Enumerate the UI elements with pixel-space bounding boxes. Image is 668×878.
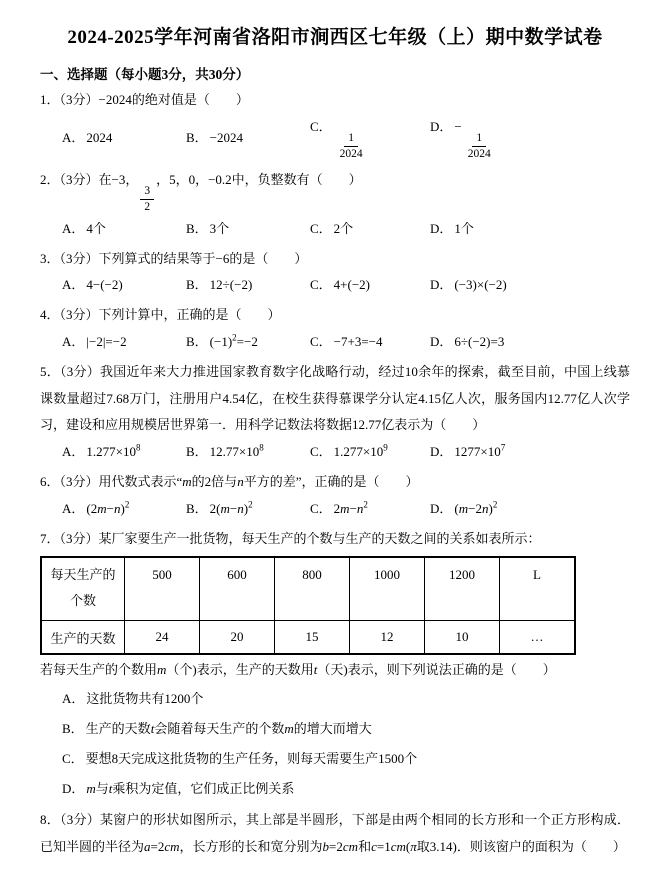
table-value-cell: 12 bbox=[350, 621, 425, 655]
option-label: B． bbox=[186, 443, 208, 459]
options-grid bbox=[62, 216, 630, 242]
math-variable: m bbox=[86, 780, 96, 796]
question-stem: 1．（3分）−2024的绝对值是（ ） bbox=[40, 92, 249, 107]
option-text bbox=[334, 119, 369, 161]
option-text: $1.277\times 10^8$ bbox=[86, 442, 141, 459]
math-variable: m bbox=[157, 662, 167, 678]
fraction bbox=[140, 184, 154, 216]
math-variable: cm bbox=[342, 839, 359, 855]
option-label: A． bbox=[62, 130, 85, 146]
option-text: $(2m-n)^2$ bbox=[86, 499, 130, 516]
question-stem: 7．（3分）某厂家要生产一批货物，每天生产的个数与生产的天数之间的关系如表所示： bbox=[40, 530, 541, 546]
superscript: 2 bbox=[492, 499, 498, 510]
question-5 bbox=[40, 359, 630, 465]
option-B bbox=[186, 439, 310, 465]
option-label: D． bbox=[62, 780, 85, 796]
option-C bbox=[310, 216, 430, 242]
option-label: A． bbox=[62, 443, 85, 459]
option-text: $(m-2n)^2$ bbox=[454, 499, 498, 516]
math-variable: cm bbox=[164, 839, 180, 855]
option-label: C． bbox=[310, 500, 332, 516]
option-text: 4+(−2) bbox=[333, 277, 370, 293]
table-row bbox=[41, 621, 575, 655]
after-table-text: 若每天生产的个数用m（个)表示，生产的天数用t（天)表示，则下列说法正确的是（ ） bbox=[40, 662, 556, 678]
option-label: B． bbox=[186, 220, 208, 236]
question-stem: 6．（3分）用代数式表示“m的2倍与n平方的差”，正确的是（ ） bbox=[40, 473, 419, 489]
fraction bbox=[336, 131, 367, 163]
option-label: A． bbox=[62, 220, 85, 236]
option-label: A． bbox=[62, 500, 85, 516]
superscript: 2 bbox=[363, 499, 368, 510]
option-label: D． bbox=[430, 118, 453, 134]
option-label: B． bbox=[62, 720, 84, 736]
option-text: 生产的天数t会随着每天生产的个数m的增大而增大 bbox=[85, 720, 372, 736]
option-label: B． bbox=[186, 277, 208, 293]
fraction-numerator: 1 bbox=[472, 131, 486, 148]
option-text: $1.277\times 10^9$ bbox=[333, 442, 388, 459]
math-variable: n bbox=[113, 500, 121, 516]
option-text: $(-1)^2=-2$ bbox=[209, 332, 258, 349]
option-B bbox=[186, 125, 310, 151]
superscript: 2 bbox=[232, 332, 237, 343]
option-text: 2024 bbox=[86, 130, 113, 146]
math-variable: m bbox=[340, 500, 350, 516]
option-D bbox=[430, 496, 630, 522]
options-grid bbox=[62, 439, 630, 465]
table-value-cell: 10 bbox=[425, 621, 500, 655]
table-header-cell: 每天生产的个数 bbox=[41, 557, 125, 621]
table-value-cell: 20 bbox=[200, 621, 275, 655]
math-variable: a bbox=[144, 839, 151, 855]
option-D bbox=[430, 272, 630, 298]
option-text: 12÷(−2) bbox=[209, 277, 253, 293]
option-text: 2个 bbox=[333, 220, 354, 236]
math-variable: m bbox=[97, 500, 107, 516]
math-variable: m bbox=[220, 500, 230, 516]
option-label: D． bbox=[430, 500, 453, 516]
table-header-cell: 生产的天数 bbox=[41, 621, 125, 655]
option-label: C． bbox=[310, 443, 332, 459]
fraction-numerator: 3 bbox=[140, 184, 154, 201]
option-label: D． bbox=[430, 443, 453, 459]
table-value-cell: 1000 bbox=[350, 557, 425, 621]
option-text: 6÷(−2)=3 bbox=[454, 333, 505, 349]
option-text: 1个 bbox=[454, 220, 474, 236]
superscript: 7 bbox=[500, 442, 506, 453]
option-label: B． bbox=[186, 333, 208, 349]
option-B bbox=[186, 329, 310, 355]
table-value-cell: 600 bbox=[200, 557, 275, 621]
options-list bbox=[62, 684, 630, 804]
option-label: D． bbox=[430, 220, 453, 236]
option-text: 3个 bbox=[209, 220, 230, 236]
option-text: |−2|=−2 bbox=[86, 333, 127, 349]
math-variable: t bbox=[108, 780, 113, 796]
table-value-cell: 24 bbox=[125, 621, 200, 655]
question-6 bbox=[40, 469, 630, 522]
option-text: (−3)×(−2) bbox=[454, 277, 507, 293]
fraction-denominator: 2024 bbox=[339, 148, 363, 161]
table-value-cell: … bbox=[500, 621, 576, 655]
page-title: 2024-2025学年河南省洛阳市涧西区七年级（上）期中数学试卷 bbox=[67, 27, 603, 48]
fraction bbox=[464, 131, 495, 163]
option-C bbox=[310, 496, 430, 522]
option-text: 要想8天完成这批货物的生产任务，则每天需要生产1500个 bbox=[85, 750, 418, 766]
option-B bbox=[62, 714, 630, 744]
fraction-denominator: 2024 bbox=[467, 148, 491, 161]
question-7 bbox=[40, 526, 630, 804]
option-A bbox=[62, 125, 186, 151]
section-heading: 一、选择题（每小题3分，共30分） bbox=[40, 67, 250, 82]
questions-container bbox=[40, 87, 630, 861]
option-C bbox=[62, 744, 630, 774]
math-variable: t bbox=[150, 720, 155, 736]
option-D bbox=[62, 774, 630, 804]
option-D bbox=[430, 216, 630, 242]
table-value-cell: 800 bbox=[275, 557, 350, 621]
math-variable: m bbox=[284, 720, 294, 736]
option-label: A． bbox=[62, 690, 85, 706]
math-variable: c bbox=[371, 839, 377, 855]
table-value-cell: 15 bbox=[275, 621, 350, 655]
option-label: D． bbox=[430, 277, 453, 293]
options-grid bbox=[62, 272, 630, 298]
option-label: A． bbox=[62, 277, 85, 293]
superscript: 2 bbox=[248, 499, 253, 510]
option-A bbox=[62, 684, 630, 714]
math-variable: b bbox=[322, 839, 330, 855]
option-C bbox=[310, 439, 430, 465]
option-D bbox=[430, 114, 630, 163]
math-variable: m bbox=[182, 473, 192, 489]
option-label: B． bbox=[186, 130, 208, 146]
option-A bbox=[62, 272, 186, 298]
question-stem: 8．（3分）某窗户的形状如图所示，其上部是半圆形，下部是由两个相同的长方形和一个正方形构成．已知半圆的半径为a=2cm，长方形的长和宽分别为b=2cm和c=1cm(π取3.14)．则该窗户的面积为（ ） bbox=[40, 812, 630, 855]
option-A bbox=[62, 216, 186, 242]
superscript: 8 bbox=[135, 442, 141, 453]
math-variable: n bbox=[356, 500, 364, 516]
table-row bbox=[41, 557, 575, 621]
superscript: 2 bbox=[124, 499, 130, 510]
option-A bbox=[62, 439, 186, 465]
option-label: C． bbox=[62, 750, 84, 766]
math-variable: t bbox=[313, 662, 318, 678]
options-grid bbox=[62, 496, 630, 522]
option-B bbox=[186, 216, 310, 242]
math-variable: π bbox=[410, 839, 417, 855]
question-1 bbox=[40, 87, 630, 163]
option-text: 这批货物共有1200个 bbox=[86, 690, 204, 706]
question-stem: 5．（3分）我国近年来大力推进国家教育数字化战略行动，经过10余年的探索，截至目前，中国上线慕课数量超过7.68万门，注册用户4.54亿，在校生获得慕课学分认定4.15亿人次，服务国内12.77亿人次学习，建设和应用规模居世界第一．用科学记数法将数据12.77亿表示为（ ） bbox=[40, 363, 630, 433]
option-B bbox=[186, 272, 310, 298]
fraction-denominator: 2 bbox=[144, 201, 151, 214]
option-label: C． bbox=[310, 333, 332, 349]
option-B bbox=[186, 496, 310, 522]
question-stem: 3．（3分）下列算式的结果等于−6的是（ ） bbox=[40, 250, 308, 266]
question-stem: 2．（3分）在−3， $\frac{3}{2}$ ，5，0，−0.2中，负整数有（ ） bbox=[40, 167, 630, 216]
production-table bbox=[40, 556, 576, 655]
option-D bbox=[430, 329, 630, 355]
option-text: $12.77\times 10^8$ bbox=[209, 442, 264, 459]
option-D bbox=[430, 439, 630, 465]
option-text: $2(m-n)^2$ bbox=[209, 499, 253, 516]
option-text: −7+3=−4 bbox=[333, 333, 383, 349]
math-variable: n bbox=[237, 473, 244, 489]
question-4 bbox=[40, 302, 630, 355]
superscript: 8 bbox=[259, 442, 264, 453]
math-variable: cm bbox=[390, 839, 406, 855]
options-grid bbox=[62, 329, 630, 355]
option-C bbox=[310, 114, 430, 163]
option-label: C． bbox=[310, 220, 332, 236]
question-8 bbox=[40, 807, 630, 860]
question-3 bbox=[40, 246, 630, 299]
option-text: − $\frac{1}{2024}$ bbox=[454, 119, 496, 134]
table-value-cell: L bbox=[500, 557, 576, 621]
fraction-numerator: 1 bbox=[344, 131, 358, 148]
option-text: 4−(−2) bbox=[86, 277, 123, 293]
option-label: C． bbox=[310, 118, 332, 134]
option-text: m与t乘积为定值，它们成正比例关系 bbox=[86, 780, 295, 796]
math-variable: n bbox=[237, 500, 244, 516]
option-text: $2m-n^2$ bbox=[333, 499, 368, 516]
option-A bbox=[62, 329, 186, 355]
table-value-cell: 500 bbox=[125, 557, 200, 621]
options-grid bbox=[62, 114, 630, 163]
option-label: C． bbox=[310, 277, 332, 293]
table-value-cell: 1200 bbox=[425, 557, 500, 621]
math-variable: m bbox=[458, 500, 469, 516]
option-text: −2024 bbox=[209, 130, 244, 146]
option-label: D． bbox=[430, 333, 453, 349]
option-text: $1277\times 10^7$ bbox=[454, 442, 506, 459]
math-variable: n bbox=[481, 500, 489, 516]
superscript: 9 bbox=[383, 442, 388, 453]
question-2 bbox=[40, 167, 630, 242]
option-C bbox=[310, 329, 430, 355]
question-stem: 4．（3分）下列计算中，正确的是（ ） bbox=[40, 307, 281, 323]
option-label: A． bbox=[62, 333, 85, 349]
option-C bbox=[310, 272, 430, 298]
option-text: 4个 bbox=[86, 220, 106, 236]
option-label: B． bbox=[186, 500, 208, 516]
option-A bbox=[62, 496, 186, 522]
